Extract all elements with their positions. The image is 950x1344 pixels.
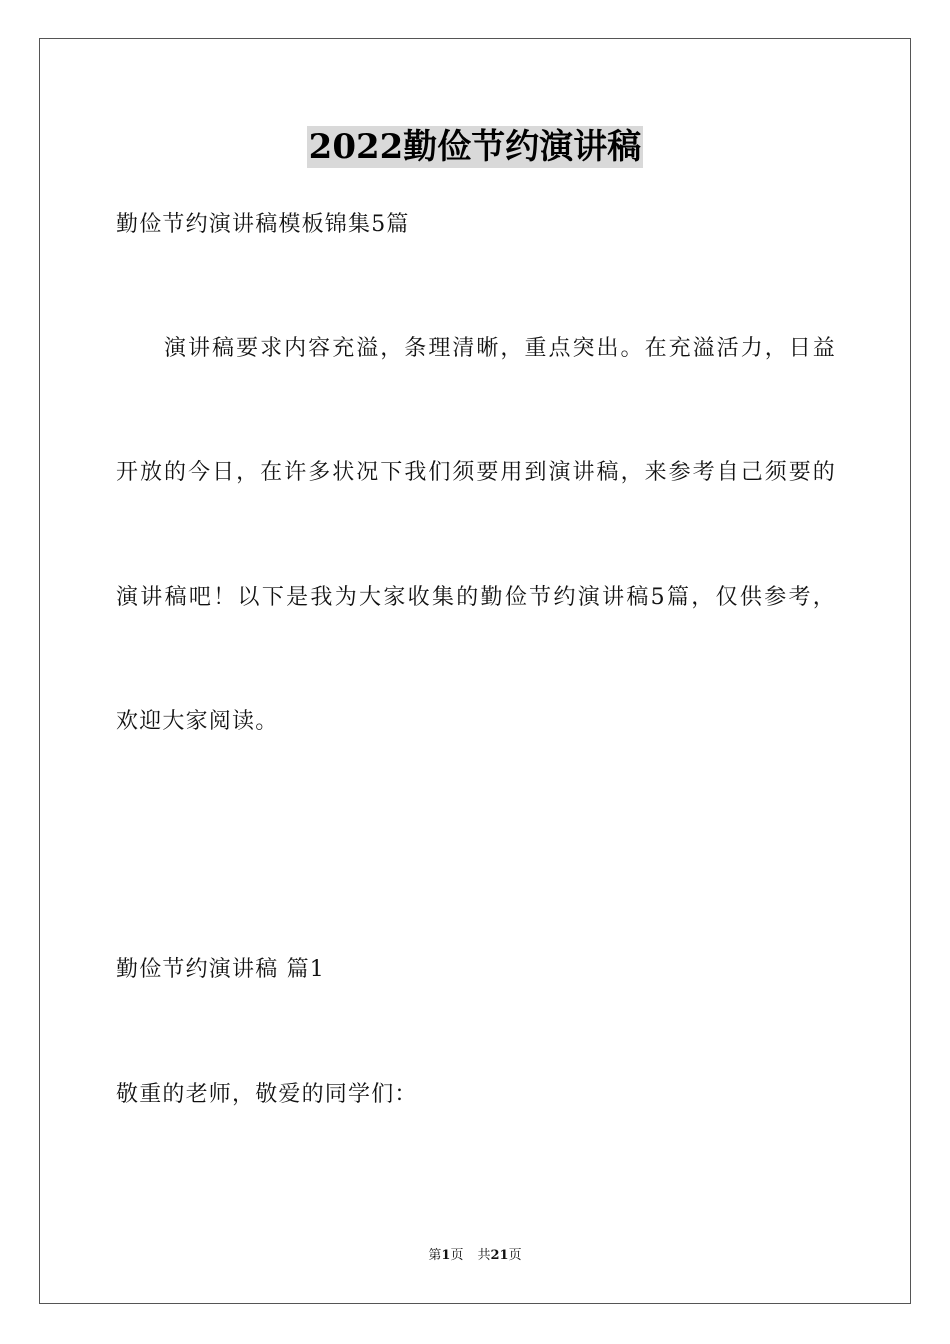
title-container <box>0 126 950 168</box>
document-title: 2022勤俭节约演讲稿 <box>308 127 642 167</box>
page-suffix: 页 <box>450 1248 464 1263</box>
page-footer <box>0 1246 950 1266</box>
greeting-line: 敬重的老师，敬爱的同学们： <box>116 1082 418 1107</box>
document-subtitle: 勤俭节约演讲稿模板锦集5篇 <box>116 212 410 237</box>
page-number: 1 <box>441 1248 451 1263</box>
total-pages: 21 <box>490 1248 509 1263</box>
total-prefix: 共 <box>477 1248 491 1263</box>
total-suffix: 页 <box>508 1248 522 1263</box>
section-heading: 勤俭节约演讲稿 篇1 <box>116 957 325 982</box>
intro-line-4: 欢迎大家阅读。 <box>116 709 279 734</box>
page-prefix: 第 <box>428 1248 442 1263</box>
intro-line-1: 演讲稿要求内容充溢，条理清晰，重点突出。在充溢活力，日益 <box>164 336 836 361</box>
intro-line-2: 开放的今日，在许多状况下我们须要用到演讲稿，来参考自己须要的 <box>116 460 836 485</box>
intro-line-3: 演讲稿吧！以下是我为大家收集的勤俭节约演讲稿5篇，仅供参考， <box>116 585 836 610</box>
